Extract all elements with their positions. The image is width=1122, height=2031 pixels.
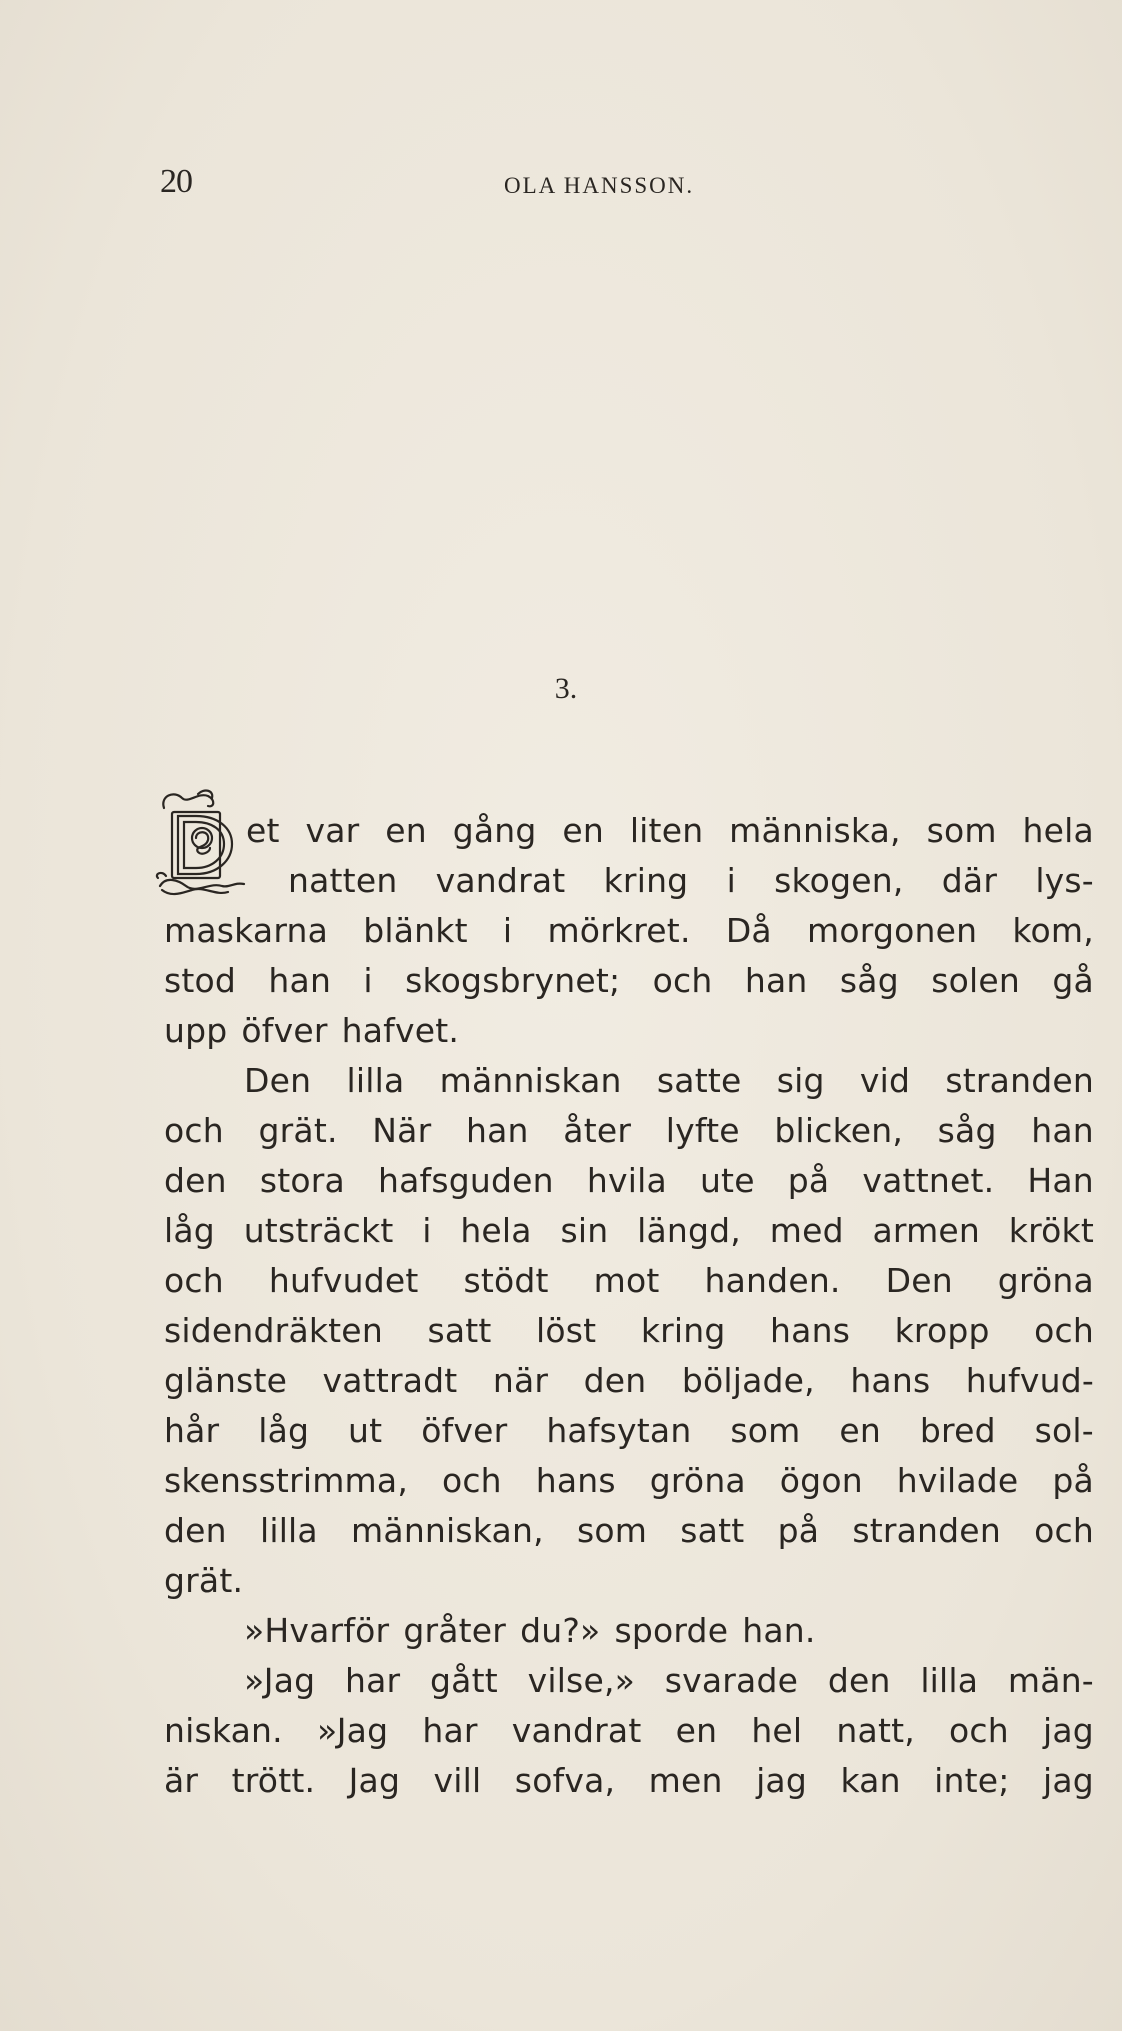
word: skensstrimma, [164,1461,409,1500]
word: hela [460,1211,532,1250]
word: en [839,1411,882,1450]
text-line [164,1556,1094,1606]
word: låg [258,1411,310,1450]
word: gröna [649,1461,746,1500]
word: kan [840,1761,901,1800]
word: längd, [637,1211,741,1250]
word: vattradt [322,1361,458,1400]
word: »Jag [316,1711,389,1750]
word: som [926,811,997,850]
word: svarade [664,1661,799,1700]
running-head: OLA HANSSON. [504,173,695,198]
word: vill [433,1761,482,1800]
word: lys- [1035,861,1094,900]
word: öfver [421,1411,508,1450]
word: När [372,1111,432,1150]
word: Jag [348,1761,401,1800]
word: grät. [258,1111,338,1150]
word: lyfte [665,1111,740,1150]
word: en [675,1711,718,1750]
word: kom, [1012,911,1094,950]
word: kring [640,1311,726,1350]
word: hans [535,1461,616,1500]
word: åter [563,1111,632,1150]
text-line [164,1656,1094,1706]
word: »Jag [244,1661,316,1700]
word: hvilade [896,1461,1019,1500]
word: stod [164,961,237,1000]
word: hvila [586,1161,667,1200]
word: på [787,1161,830,1200]
word: han [1031,1111,1094,1150]
word: som [576,1511,648,1550]
word: gång [452,811,537,850]
word: gått [430,1661,498,1700]
word: hufvud- [965,1361,1094,1400]
word: grät. [164,1561,244,1600]
word: hans [770,1311,851,1350]
word: hafvet. [341,1011,460,1050]
word: morgonen [807,911,978,950]
page-header [160,163,1102,213]
word: hans [850,1361,931,1400]
word: hufvudet [268,1261,419,1300]
word: och [652,961,713,1000]
word: gå [1052,961,1094,1000]
word: glänste [164,1361,288,1400]
word: med [769,1211,844,1250]
word: ut [348,1411,383,1450]
text-line [164,1456,1094,1506]
word: satte [656,1061,742,1100]
word: sofva, [514,1761,616,1800]
word: gråter [403,1611,507,1650]
word: lilla [346,1061,405,1100]
word: och [949,1711,1009,1750]
word: Den [244,1061,312,1100]
word: krökt [1008,1211,1094,1250]
word: stödt [463,1261,549,1300]
word: armen [872,1211,981,1250]
word: niskan. [164,1711,283,1750]
word: en [562,811,604,850]
word: ute [699,1161,755,1200]
word: den [164,1161,227,1200]
word: trött. [231,1761,316,1800]
text-line [164,1206,1094,1256]
word: ögon [779,1461,863,1500]
word: vilse,» [527,1661,636,1700]
word: blicken, [774,1111,904,1150]
word: gröna [997,1261,1094,1300]
text-line [164,1006,1094,1056]
word: såg [839,961,899,1000]
word: människan, [351,1511,544,1550]
word: satt [680,1511,745,1550]
word: mörkret. [547,911,691,950]
word: som [730,1411,801,1450]
word: den [827,1661,891,1700]
word: satt [427,1311,492,1350]
text-line [164,1606,1094,1656]
word: hela [1022,811,1094,850]
word: löst [536,1311,597,1350]
text-line [164,1106,1094,1156]
word: den [164,1511,227,1550]
word: stranden [852,1511,1001,1550]
text-line [164,1706,1094,1756]
word: mot [593,1261,660,1300]
word: på [1052,1461,1094,1500]
word: Då [725,911,772,950]
word: inte; [934,1761,1010,1800]
word: såg [937,1111,997,1150]
text-line [162,806,1094,856]
word: skogsbrynet; [405,961,621,1000]
word: vid [859,1061,911,1100]
word: sin [560,1211,609,1250]
word: maskarna [164,911,329,950]
text-line [164,1506,1094,1556]
word: skogen, [774,861,904,900]
word: upp [164,1011,228,1050]
word: »Hvarför [244,1611,390,1650]
word: jag [756,1761,808,1800]
word: sporde [614,1611,729,1650]
text-line [164,1056,1094,1106]
word: solen [931,961,1020,1000]
text-line [164,956,1094,1006]
word: har [345,1661,401,1700]
word: i [422,1211,432,1250]
word: sidendräkten [164,1311,383,1350]
word: han. [742,1611,816,1650]
word: och [1034,1511,1094,1550]
word: Han [1027,1161,1094,1200]
word: han [744,961,808,1000]
text-line [164,1756,1094,1806]
word: sig [776,1061,825,1100]
word: han [268,961,332,1000]
word: den [583,1361,647,1400]
word: öfver [241,1011,328,1050]
word: och [164,1111,224,1150]
text-line [164,1306,1094,1356]
text-line [164,1406,1094,1456]
word: en [385,811,427,850]
word: hel [751,1711,803,1750]
word: kring [603,861,689,900]
text-line [164,1156,1094,1206]
word: et [246,811,280,850]
word: blänkt [363,911,468,950]
word: natt, [836,1711,915,1750]
word: människa, [729,811,901,850]
word: män- [1007,1661,1094,1700]
word: stora [259,1161,345,1200]
word: kropp [894,1311,990,1350]
word: i [726,861,736,900]
word: lilla [920,1661,979,1700]
word: vandrat [435,861,566,900]
text-line [164,1256,1094,1306]
word: på [777,1511,820,1550]
word: hafsytan [546,1411,692,1450]
word: utsträckt [243,1211,394,1250]
word: i [502,911,513,950]
text-line [164,1356,1094,1406]
word: böljade, [681,1361,815,1400]
word: var [305,811,360,850]
word: natten [288,861,398,900]
text-line [164,856,1094,906]
word: han [465,1111,529,1150]
word: och [164,1261,224,1300]
section-number: 3. [554,672,578,705]
word: hår [164,1411,220,1450]
word: människan [439,1061,622,1100]
word: handen. [704,1261,841,1300]
word: stranden [945,1061,1094,1100]
word: vandrat [511,1711,642,1750]
word: du?» [520,1611,601,1650]
word: men [648,1761,723,1800]
word: jag [1043,1761,1094,1800]
word: hafsguden [378,1161,554,1200]
word: bred [919,1411,996,1450]
word: där [941,861,998,900]
word: och [1034,1311,1094,1350]
word: lilla [259,1511,318,1550]
text-line [164,906,1094,956]
word: Den [885,1261,953,1300]
word: är [164,1761,199,1800]
word: jag [1042,1711,1094,1750]
word: vattnet. [862,1161,995,1200]
word: låg [164,1211,215,1250]
word: har [422,1711,478,1750]
body-text [164,806,1094,1806]
word: sol- [1034,1411,1094,1450]
word: i [363,961,373,1000]
word: och [441,1461,502,1500]
word: liten [629,811,704,850]
page-number: 20 [160,163,192,200]
word: när [492,1361,549,1400]
